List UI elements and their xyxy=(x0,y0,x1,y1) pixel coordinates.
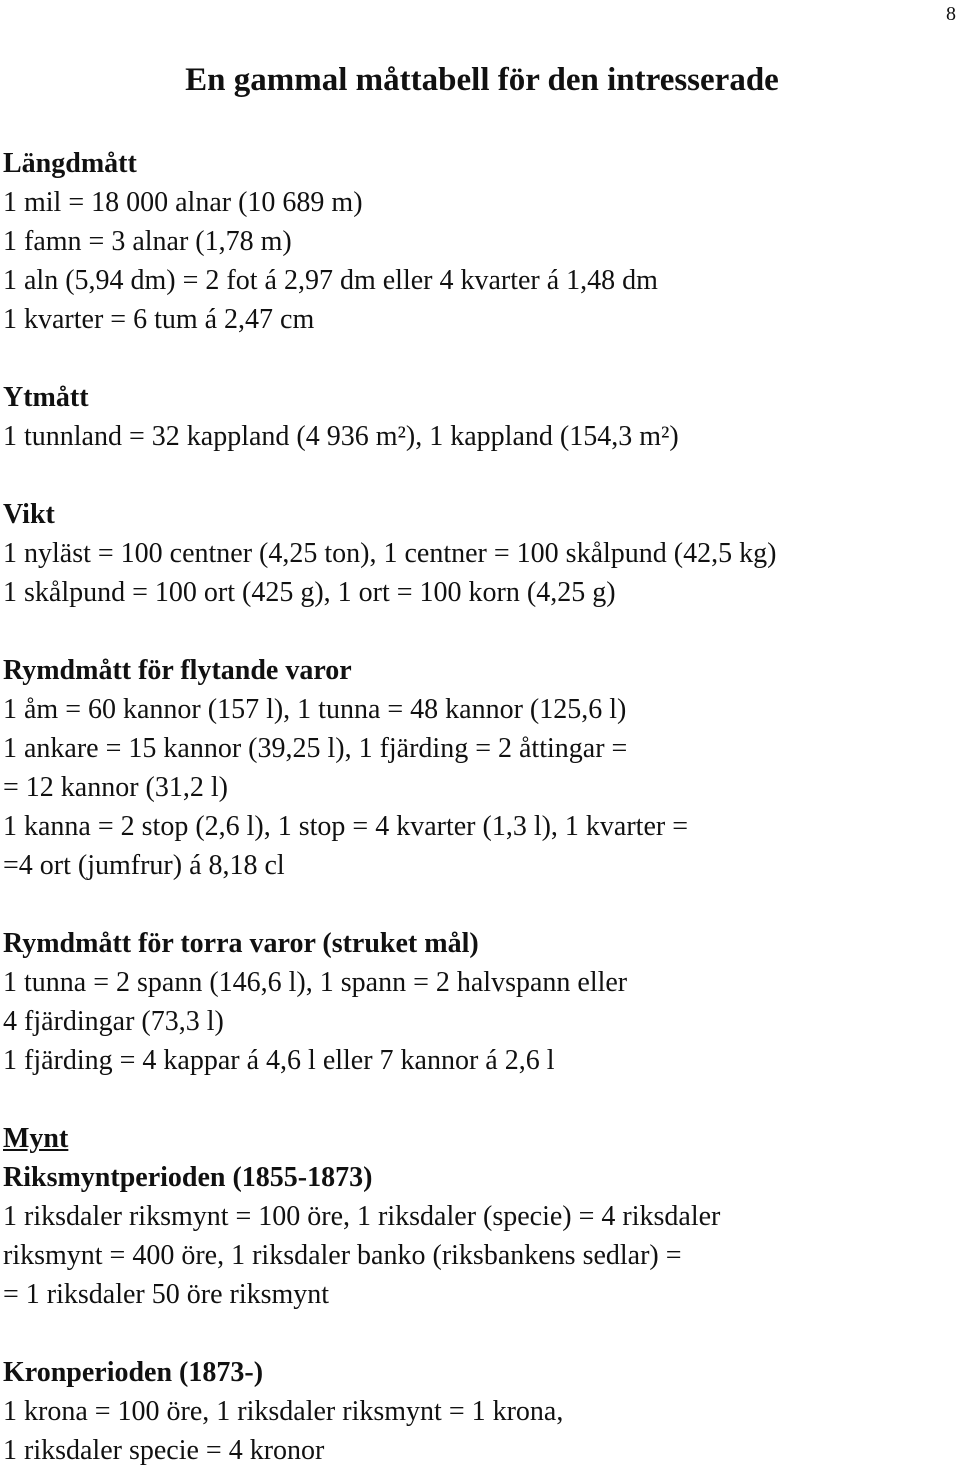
text-line: 1 aln (5,94 dm) = 2 fot á 2,97 dm eller 4 kvarter á 1,48 dm xyxy=(3,265,658,296)
section-heading-ytmatt: Ytmått xyxy=(3,382,89,413)
text-line: 1 famn = 3 alnar (1,78 m) xyxy=(3,226,292,257)
section-mynt xyxy=(3,1119,960,1158)
section-heading-kron: Kronperioden (1873-) xyxy=(3,1357,264,1388)
text-line: riksmynt = 400 öre, 1 riksdaler banko (riksbankens sedlar) = xyxy=(3,1240,682,1271)
text-line: 1 krona = 100 öre, 1 riksdaler riksmynt = 1 krona, xyxy=(3,1396,564,1427)
section-heading-langdmatt: Längdmått xyxy=(3,148,137,179)
section-heading-vikt: Vikt xyxy=(3,499,55,530)
section-heading-rymd-torra: Rymdmått för torra varor (struket mål) xyxy=(3,928,479,959)
section-heading-rymd-flytande: Rymdmått för flytande varor xyxy=(3,655,352,686)
section-heading-mynt: Mynt xyxy=(3,1123,69,1154)
section-ytmatt xyxy=(3,378,960,456)
section-rymd-flytande xyxy=(3,651,960,885)
section-heading-riksmynt: Riksmyntperioden (1855-1873) xyxy=(3,1162,373,1193)
text-line: 1 tunna = 2 spann (146,6 l), 1 spann = 2 halvspann eller xyxy=(3,967,628,998)
text-line: = 12 kannor (31,2 l) xyxy=(3,772,228,803)
text-line: = 1 riksdaler 50 öre riksmynt xyxy=(3,1279,330,1310)
text-line: 1 mil = 18 000 alnar (10 689 m) xyxy=(3,187,363,218)
text-line: 1 åm = 60 kannor (157 l), 1 tunna = 48 kannor (125,6 l) xyxy=(3,694,627,725)
text-line: 1 skålpund = 100 ort (425 g), 1 ort = 100 korn (4,25 g) xyxy=(3,577,616,608)
section-kron xyxy=(3,1353,960,1470)
page-title: En gammal måttabell för den intresserade xyxy=(185,62,779,98)
text-line: =4 ort (jumfrur) á 8,18 cl xyxy=(3,850,285,881)
section-riksmynt xyxy=(3,1158,960,1314)
text-line: 1 tunnland = 32 kappland (4 936 m²), 1 kappland (154,3 m²) xyxy=(3,421,679,452)
section-rymd-torra xyxy=(3,924,960,1080)
page-number: 8 xyxy=(946,3,956,25)
section-vikt xyxy=(3,495,960,612)
text-line: 1 kanna = 2 stop (2,6 l), 1 stop = 4 kvarter (1,3 l), 1 kvarter = xyxy=(3,811,689,842)
text-line: 1 riksdaler riksmynt = 100 öre, 1 riksdaler (specie) = 4 riksdaler xyxy=(3,1201,721,1232)
text-line: 1 fjärding = 4 kappar á 4,6 l eller 7 kannor á 2,6 l xyxy=(3,1045,555,1076)
text-line: 1 nyläst = 100 centner (4,25 ton), 1 centner = 100 skålpund (42,5 kg) xyxy=(3,538,777,569)
text-line: 4 fjärdingar (73,3 l) xyxy=(3,1006,224,1037)
text-line: 1 ankare = 15 kannor (39,25 l), 1 fjärding = 2 åttingar = xyxy=(3,733,628,764)
text-line: 1 riksdaler specie = 4 kronor xyxy=(3,1435,325,1466)
text-line: 1 kvarter = 6 tum á 2,47 cm xyxy=(3,304,315,335)
section-langdmatt xyxy=(3,144,960,339)
measurement-table xyxy=(3,144,960,1470)
